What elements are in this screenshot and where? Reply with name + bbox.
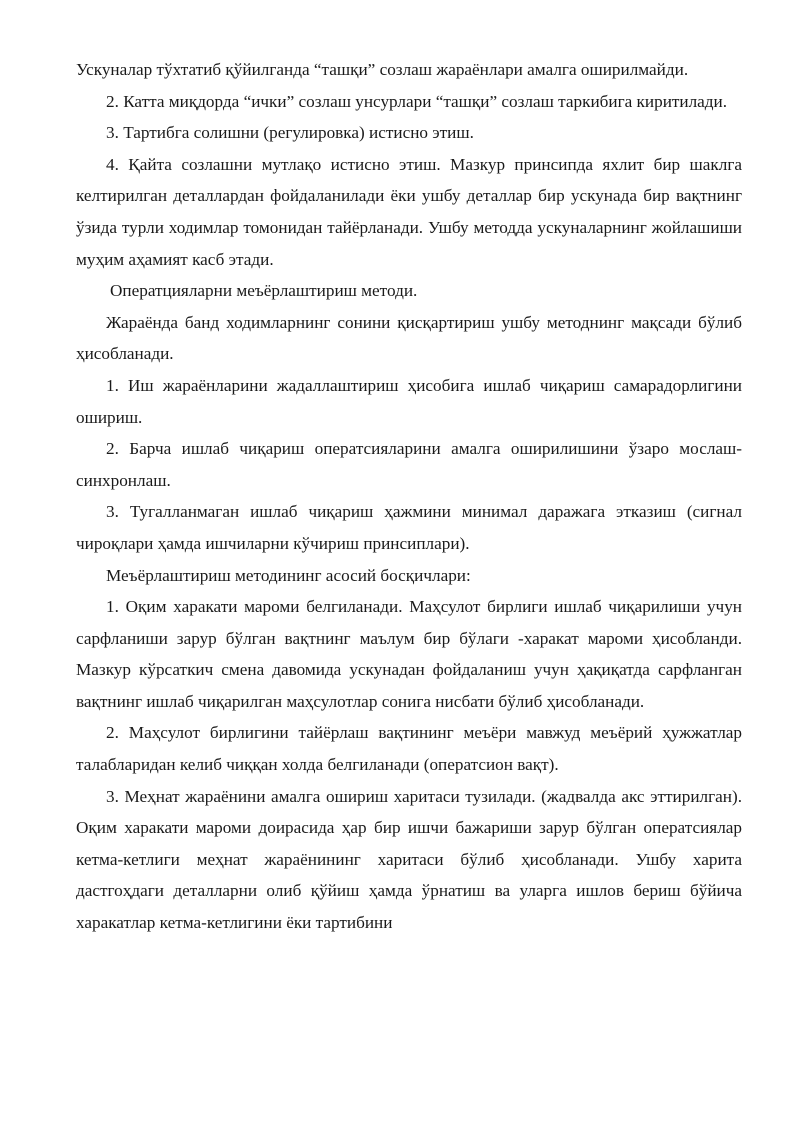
paragraph-stage-1: 1. Оқим харакати мароми белгиланади. Маҳсулот бирлиги ишлаб чиқарилиши учун сарфланиши зарур бўлган вақтнинг маълум бир бўлаги -харакат мароми ҳисобланди. Мазкур кўрсаткич смена давомида ускунадан фойдаланиш учун ҳақиқатда сарфланган вақтнинг ишлаб чиқарилган маҳсулотлар сонига нисбати бўлиб ҳисобланади.: [76, 597, 742, 711]
paragraph-item-4: 4. Қайта созлашни мутлақо истисно этиш. Мазкур принсипда яхлит бир шаклга келтирилган деталлардан фойдаланилади ёки ушбу деталлар бир ускунада бир вақтнинг ўзида турли ходимлар томонидан тайёрланади. Ушбу методда ускуналарнинг жойлашиши муҳим аҳамият касб этади.: [76, 154, 742, 269]
paragraph-list-item-3: 3. Тугалланмаган ишлаб чиқариш ҳажмини минимал даражага этказиш (сигнал чироқлари ҳамда ишчиларни кўчириш принсиплари).: [76, 502, 742, 553]
paragraph-stage-3: 3. Меҳнат жараёнини амалга ошириш харитаси тузилади. (жадвалда акс эттирилган). Оқим харакати мароми доирасида ҳар бир ишчи бажариши зарур бўлган оператсиялар кетма-кетлиги меҳнат жараёнининг харитаси бўлиб ҳисобланади. Ушбу харита дастгоҳдаги деталларни олиб қўйиш ҳамда ўрнатиш ва уларга ишлов бериш бўйича харакатлар кетма-кетлигини ёки тартибини: [76, 786, 742, 933]
document-body: [76, 54, 742, 939]
paragraph-goal: Жараёнда банд ходимларнинг сонини қисқартириш ушбу методнинг мақсади бўлиб ҳисобланади.: [76, 312, 742, 364]
paragraph-list-item-2: 2. Барча ишлаб чиқариш оператсияларини амалга оширилишини ўзаро мослаш-синхронлаш.: [76, 439, 742, 490]
paragraph-list-item-1: 1. Иш жараёнларини жадаллаштириш ҳисобига ишлаб чиқариш самарадорлигини ошириш.: [76, 375, 742, 427]
paragraph-item-2: 2. Катта миқдорда “ички” созлаш унсурлари “ташқи” созлаш таркибига киритилади.: [106, 91, 728, 111]
paragraph-continued: Ускуналар тўхтатиб қўйилганда “ташқи” созлаш жараёнлари амалга оширилмайди.: [76, 60, 689, 79]
section-heading: Оператцияларни меъёрлаштириш методи.: [110, 281, 418, 301]
paragraph-item-3: 3. Тартибга солишни (регулировка) истисно этиш.: [106, 123, 474, 143]
paragraph-stages-intro: Меъёрлаштириш методининг асосий босқичлари:: [106, 565, 471, 585]
paragraph-stage-2: 2. Маҳсулот бирлигини тайёрлаш вақтининг меъёри мавжуд меъёрий ҳужжатлар талабларидан келиб чиққан холда белгиланади (оператсион вақт).: [76, 723, 742, 775]
